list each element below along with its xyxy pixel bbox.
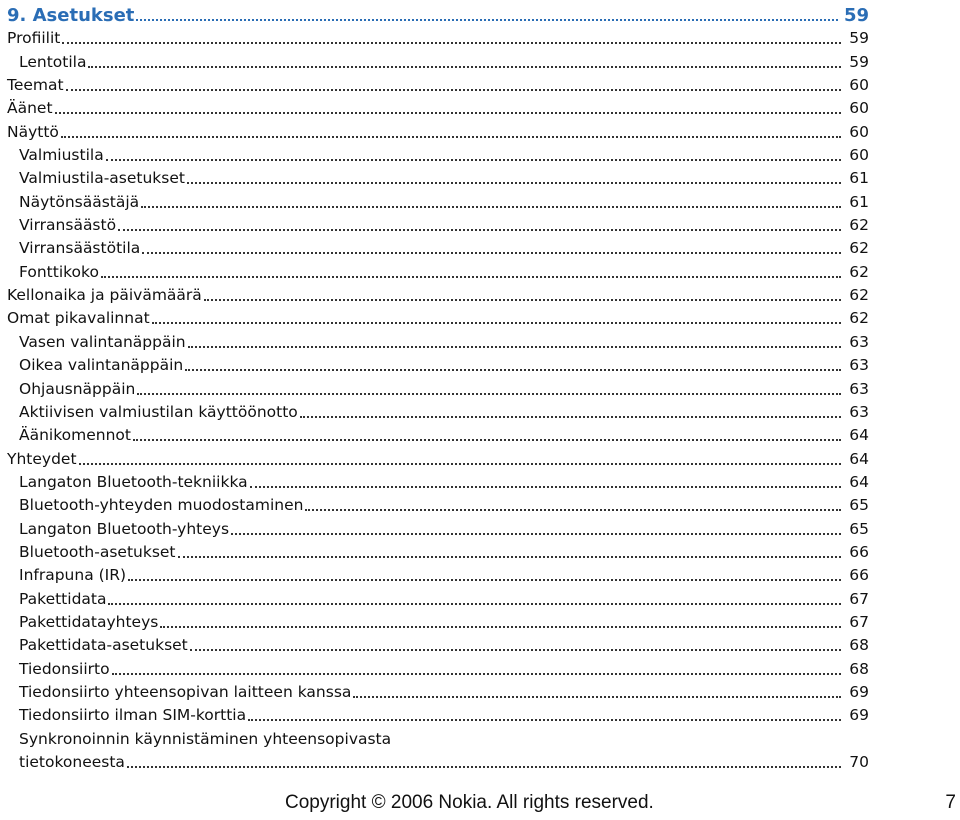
toc-entry-label: Pakettidatayhteys	[19, 612, 159, 631]
page-number: 7	[945, 792, 956, 813]
toc-entry-label: Virransäästötila	[19, 239, 141, 258]
toc-entry-page: 65	[849, 519, 869, 538]
toc-entry[interactable]	[7, 27, 873, 50]
toc-entry[interactable]	[7, 260, 873, 283]
toc-entry-page: 66	[849, 566, 869, 585]
leader-dots	[187, 182, 841, 184]
leader-dots	[136, 19, 838, 21]
toc-entry-page: 59	[849, 29, 869, 48]
toc-entry-page: 62	[849, 239, 869, 258]
toc-entry-label: Kellonaika ja päivämäärä	[7, 286, 202, 305]
leader-dots	[178, 556, 841, 558]
leader-dots	[231, 533, 841, 535]
leader-dots	[66, 89, 841, 91]
toc-heading-label: 9. Asetukset	[7, 5, 135, 26]
toc-entry-page: 63	[849, 332, 869, 351]
toc-entry[interactable]	[7, 237, 873, 260]
toc-entry[interactable]	[7, 634, 873, 657]
toc-entry[interactable]	[7, 167, 873, 190]
toc-entry-page: 66	[849, 542, 869, 561]
toc-entry[interactable]	[7, 471, 873, 494]
toc-entry[interactable]	[7, 50, 873, 73]
toc-entry[interactable]	[7, 587, 873, 610]
toc-entry[interactable]	[7, 97, 873, 120]
toc-entry[interactable]	[7, 214, 873, 237]
toc-entry-page: 63	[849, 356, 869, 375]
toc-entry-page: 63	[849, 402, 869, 421]
toc-entry-page: 60	[849, 146, 869, 165]
leader-dots	[142, 252, 841, 254]
toc-entry-multiline[interactable]	[7, 727, 873, 750]
leader-dots	[250, 486, 841, 488]
toc-entry-page: 70	[849, 753, 869, 771]
toc-entry-label: Pakettidata-asetukset	[19, 636, 188, 655]
toc-entry[interactable]	[7, 284, 873, 307]
toc-entry-label: Infrapuna (IR)	[19, 566, 127, 585]
toc-entry-page: 60	[849, 122, 869, 141]
toc-entry-label: Aktiivisen valmiustilan käyttöönotto	[19, 402, 298, 421]
toc-entry-label: Äänikomennot	[19, 426, 131, 445]
toc-entry-page: 68	[849, 636, 869, 655]
toc-entry-page: 64	[849, 472, 869, 491]
toc-entry-page: 60	[849, 99, 869, 118]
toc-entry-label: Oikea valintanäppäin	[19, 356, 184, 375]
leader-dots	[108, 603, 841, 605]
toc-entry[interactable]	[7, 190, 873, 213]
toc-entry-label: tietokoneesta	[19, 753, 125, 771]
toc-entry-label: Bluetooth-yhteyden muodostaminen	[19, 496, 304, 515]
toc-entry-label: Äänet	[7, 99, 53, 118]
toc-entry-page: 64	[849, 426, 869, 445]
leader-dots	[127, 766, 841, 768]
toc-entry-page: 62	[849, 216, 869, 235]
leader-dots	[137, 393, 841, 395]
toc-entry[interactable]	[7, 657, 873, 680]
toc-entry[interactable]	[7, 447, 873, 470]
toc-entry[interactable]	[7, 611, 873, 634]
toc-entry-label: Lentotila	[19, 52, 87, 71]
toc-entry-label: Tiedonsiirto yhteensopivan laitteen kanssa	[19, 682, 352, 701]
leader-dots	[106, 159, 841, 161]
leader-dots	[152, 322, 841, 324]
toc-entry-page: 62	[849, 286, 869, 305]
toc-entry[interactable]	[7, 377, 873, 400]
toc-heading-page: 59	[843, 5, 869, 26]
toc-entry-label: Näyttö	[7, 122, 59, 141]
leader-dots	[128, 579, 841, 581]
toc-entry-page: 65	[849, 496, 869, 515]
leader-dots	[62, 42, 841, 44]
toc-entry[interactable]	[7, 120, 873, 143]
toc-entry-page: 59	[849, 52, 869, 71]
toc-entry-page: 62	[849, 262, 869, 281]
toc-entry[interactable]	[7, 401, 873, 424]
leader-dots	[133, 439, 841, 441]
toc-entry-label: Profiilit	[7, 29, 61, 48]
toc-entry-label: Ohjausnäppäin	[19, 379, 136, 398]
toc-entry-page: 68	[849, 659, 869, 678]
leader-dots	[353, 696, 841, 698]
toc-entry-label: Teemat	[7, 76, 64, 95]
toc-entry-label: Yhteydet	[7, 449, 77, 468]
leader-dots	[204, 299, 841, 301]
leader-dots	[88, 66, 841, 68]
toc-entry-label: Omat pikavalinnat	[7, 309, 150, 328]
toc-entry-multiline-cont[interactable]	[7, 751, 873, 774]
toc-entry-label: Pakettidata	[19, 589, 107, 608]
toc-entries	[7, 27, 873, 727]
leader-dots	[55, 112, 841, 114]
toc-entry-label: Bluetooth-asetukset	[19, 542, 176, 561]
toc-entry-page: 64	[849, 449, 869, 468]
leader-dots	[118, 229, 841, 231]
toc-entry[interactable]	[7, 330, 873, 353]
toc-entry[interactable]	[7, 144, 873, 167]
leader-dots	[305, 509, 841, 511]
toc-entry[interactable]	[7, 517, 873, 540]
toc-entry-page: 63	[849, 379, 869, 398]
toc-entry[interactable]	[7, 494, 873, 517]
toc-entry[interactable]	[7, 424, 873, 447]
toc-entry-page: 60	[849, 76, 869, 95]
toc-entry[interactable]	[7, 74, 873, 97]
toc-entry[interactable]	[7, 704, 873, 727]
toc-entry[interactable]	[7, 681, 873, 704]
toc-entry-label: Vasen valintanäppäin	[19, 332, 186, 351]
toc-entry-page: 61	[849, 169, 869, 188]
leader-dots	[101, 276, 841, 278]
toc-entry-label: Fonttikoko	[19, 262, 99, 281]
leader-dots	[141, 206, 841, 208]
toc-entry-label: Langaton Bluetooth-yhteys	[19, 519, 230, 538]
toc-entry-label: Virransäästö	[19, 216, 117, 235]
toc-entry-page: 67	[849, 612, 869, 631]
leader-dots	[300, 416, 841, 418]
toc-entry-label: Tiedonsiirto ilman SIM-korttia	[19, 706, 247, 725]
toc-entry[interactable]	[7, 541, 873, 564]
toc-entry-label: Näytönsäästäjä	[19, 192, 140, 211]
toc-entry[interactable]	[7, 564, 873, 587]
leader-dots	[188, 346, 841, 348]
toc-entry-page: 69	[849, 706, 869, 725]
toc-entry-label: Tiedonsiirto	[19, 659, 110, 678]
toc-entry-label: Valmiustila	[19, 146, 104, 165]
toc-entry[interactable]	[7, 354, 873, 377]
toc-entry-label: Langaton Bluetooth-tekniikka	[19, 472, 248, 491]
leader-dots	[185, 369, 841, 371]
toc-entry-label: Synkronoinnin käynnistäminen yhteensopivasta	[19, 729, 392, 748]
table-of-contents	[7, 3, 873, 774]
leader-dots	[248, 719, 841, 721]
leader-dots	[61, 136, 841, 138]
toc-entry[interactable]	[7, 307, 873, 330]
leader-dots	[112, 673, 841, 675]
toc-entry-page: 67	[849, 589, 869, 608]
leader-dots	[160, 626, 841, 628]
leader-dots	[190, 649, 841, 651]
page-footer	[0, 790, 960, 820]
leader-dots	[79, 463, 841, 465]
toc-entry-page: 69	[849, 682, 869, 701]
toc-entry-label: Valmiustila-asetukset	[19, 169, 185, 188]
copyright-text: Copyright © 2006 Nokia. All rights reserved.	[285, 792, 654, 813]
toc-entry-page: 62	[849, 309, 869, 328]
toc-entry-page: 61	[849, 192, 869, 211]
toc-heading[interactable]	[7, 3, 873, 27]
